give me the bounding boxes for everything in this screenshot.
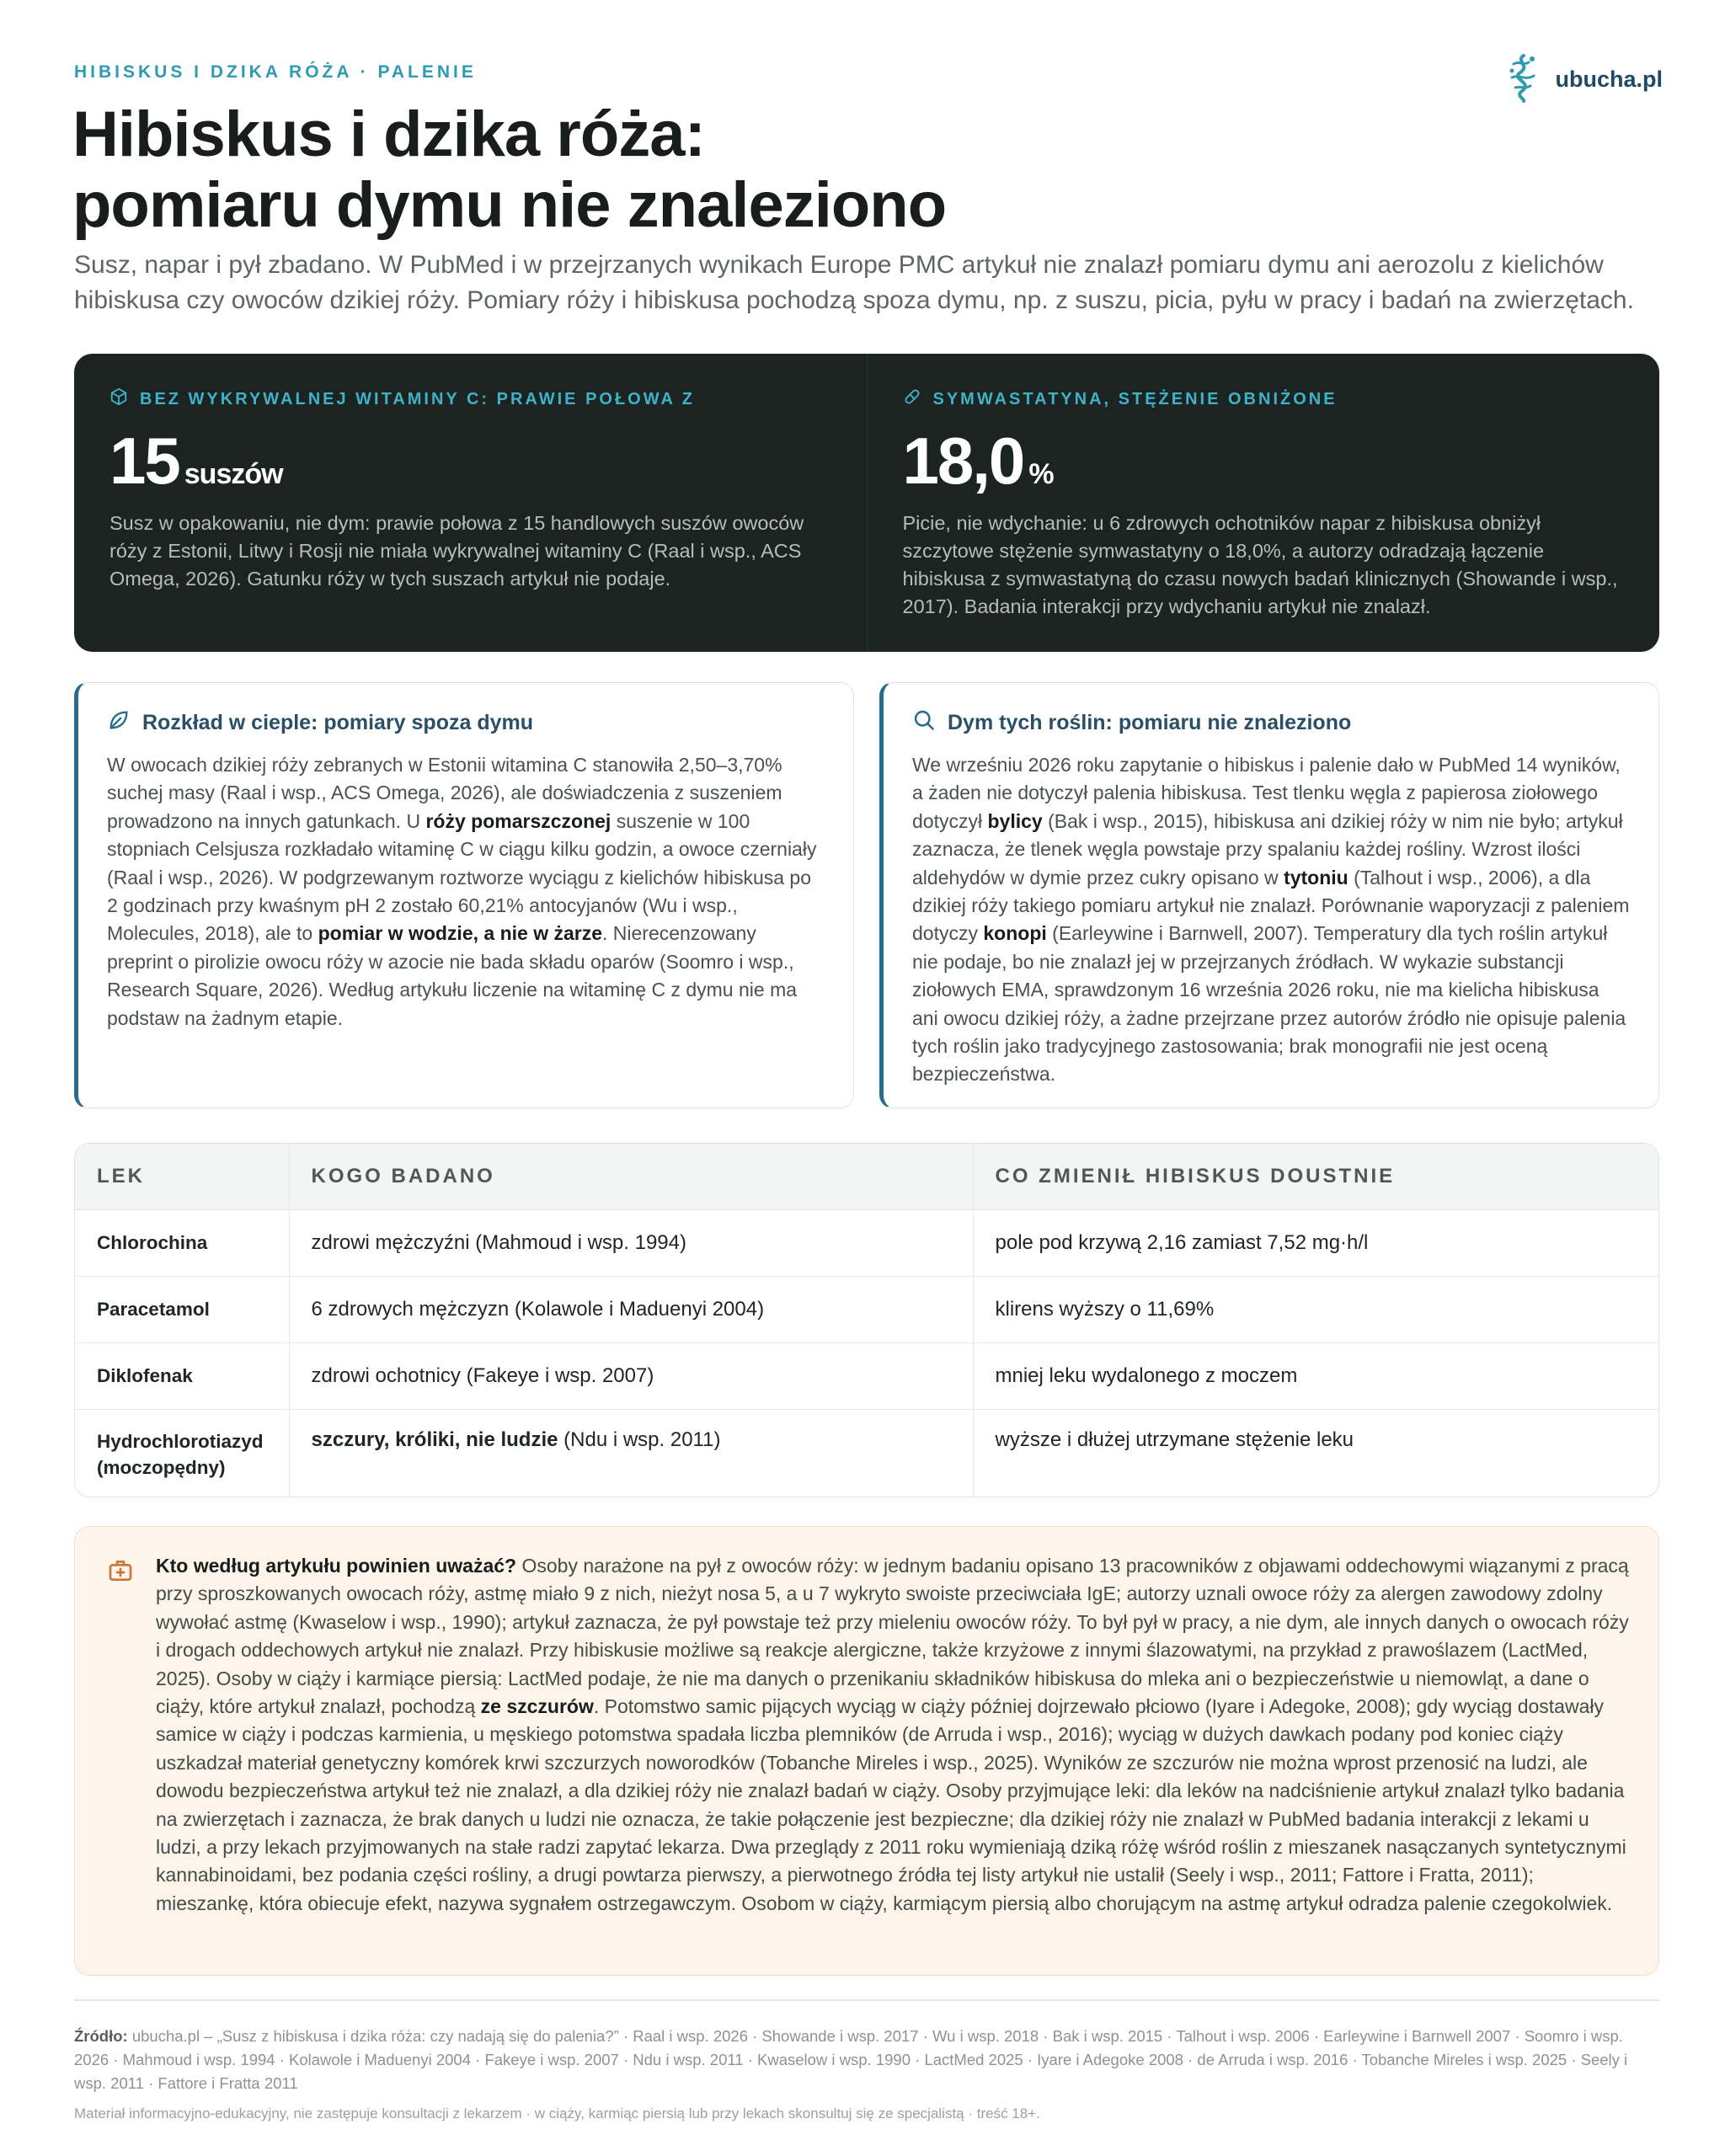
leaf-icon xyxy=(107,708,131,738)
footer-divider xyxy=(74,1999,1659,2001)
card-title: Dym tych roślin: pomiaru nie znaleziono xyxy=(948,711,1352,734)
table-row xyxy=(75,1342,1658,1409)
sources-list: Źródło: ubucha.pl – „Susz z hibiskusa i dzika róża: czy nadają się do palenia?” · Raal i wsp. 2026 · Showande i wsp. 2017 · Wu i wsp. 2018 · Bak i wsp. 2015 · Talhout i wsp. 2006 · Earleywine i Barnwell 2007 · Soomro i wsp. 2026 · Mahmoud i wsp. 1994 · Kolawole i Maduenyi 2004 · Fakeye i wsp. 2007 · Ndu i wsp. 2011 · Kwaselow i wsp. 1990 · LactMed 2025 · Iyare i Adegoke 2008 · de Arruda i wsp. 2016 · Tobanche Mireles i wsp. 2025 · Seely i wsp. 2011 · Fattore i Fratta 2011 xyxy=(74,2027,1628,2092)
card-title: Rozkład w cieple: pomiary spoza dymu xyxy=(142,711,534,734)
kicker: HIBISKUS I DZIKA RÓŻA · PALENIE xyxy=(74,62,477,82)
table-row xyxy=(75,1276,1658,1342)
header-drug: LEK xyxy=(75,1144,289,1209)
stats-panel xyxy=(74,354,1659,652)
first-aid-kit-icon xyxy=(107,1557,134,1588)
table-row xyxy=(75,1209,1658,1276)
card-body: We wrześniu 2026 roku zapytanie o hibiskus i palenie dało w PubMed 14 wyników, a żaden nie dotyczył palenia hibiskusa. Test tlenku węgla z papierosa ziołowego dotyczył bylicy (Bak i wsp., 2015), hibiskusa ani dzikiej róży w nim nie było; artykuł zaznacza, że tlenek węgla powstaje przy spalaniu każdej rośliny. Wzrost ilości aldehydów w dymie przez cukry opisano w tytoniu (Talhout i wsp., 2006), a dla dzikiej róży takiego pomiaru artykuł nie znalazł. Porównanie waporyzacji z paleniem dotyczy konopi (Earleywine i Barnwell, 2007). Temperatury dla tych roślin artykuł nie podaje, bo nie znalazł jej w przejrzanych źródłach. W wykazie substancji ziołowych EMA, sprawdzonym 16 września 2026 roku, nie ma kielicha hibiskusa ani owocu dzikiej róży, a żadne przejrzane przez autorów źródło nie opisuje palenia tych roślin jako tradycyjnego zastosowania; brak monografii nie jest oceną bezpieczeństwa. xyxy=(912,754,1630,1086)
interactions-table xyxy=(74,1143,1659,1497)
title-line-2: pomiaru dymu nie znaleziono xyxy=(72,169,947,241)
cube-icon xyxy=(109,387,128,411)
cell-studied: 6 zdrowych mężczyzn (Kolawole i Maduenyi 2004) xyxy=(289,1276,973,1342)
cell-drug: Hydrochlorotiazyd (moczopędny) xyxy=(75,1409,289,1497)
title-line-1: Hibiskus i dzika róża: xyxy=(72,99,705,170)
cell-effect: mniej leku wydalonego z moczem xyxy=(973,1342,1658,1409)
warning-box xyxy=(74,1526,1659,1976)
warning-text: Kto według artykułu powinien uważać? Osoby narażone na pył z owoców róży: w jednym badaniu opisano 13 pracowników z objawami oddechowymi wiązanymi z pracą przy sproszkowanych owocach róży, astmę miało 9 z nich, nieżyt nosa 5, a u 7 wykryto swoiste przeciwciała IgE; autorzy uznali owoce róży za alergen zawodowy zdolny wywołać astmę (Kwaselow i wsp., 1990); artykuł zaznacza, że pył powstaje też przy mieleniu owoców róży. To był pył w pracy, a nie dym, ale innych danych o owocach róży i drogach oddechowych artykuł nie znalazł. Przy hibiskusie możliwe są reakcje alergiczne, także krzyżowe z innymi ślazowatymi, na przykład z prawoślazem (LactMed, 2025). Osoby w ciąży i karmiące piersią: LactMed podaje, że nie ma danych o przenikaniu składników hibiskusa do mleka ani o bezpieczeństwie u niemowląt, a dane o ciąży, które artykuł znalazł, pochodzą ze szczurów. Potomstwo samic pijących wyciąg w ciąży później dojrzewało płciowo (Iyare i Adegoke, 2008); gdy wyciąg dostawały samice w ciąży i podczas karmienia, u męskiego potomstwa spadała liczba plemników (de Arruda i wsp., 2016); wyciąg w dużych dawkach podany pod koniec ciąży uszkadzał materiał genetyczny komórek krwi szczurzych noworodków (Tobanche Mireles i wsp., 2025). Wyników ze szczurów nie można wprost przenosić na ludzi, ale dowodu bezpieczeństwa artykuł też nie znalazł, a dla dzikiej róży nie znalazł badań w ciąży. Osoby przyjmujące leki: dla leków na nadciśnienie artykuł znalazł tylko badania na zwierzętach i zaznacza, że brak danych u ludzi nie oznacza, że takie połączenie jest bezpieczne; dla dzikiej róży nie znalazł w PubMed badania interakcji z lekami u ludzi, a przy lekach przyjmowanych na stałe radzi zapytać lekarza. Dwa przeglądy z 2011 roku wymieniają dziką różę wśród roślin z mieszanek nasączanych syntetycznymi kannabinoidami, bez podania części rośliny, a drugi powtarza pierwszy, a pierwotnego źródła tej listy artykuł nie ustalił (Seely i wsp., 2011; Fattore i Fratta, 2011); mieszankę, która obiecuje efekt, nazywa sygnałem ostrzegawczym. Osobom w ciąży, karmiącym piersią albo chorującym na astmę artykuł odradza palenie czegokolwiek. xyxy=(156,1555,1629,1914)
table-row xyxy=(75,1409,1658,1497)
stat-label: SYMWASTATYNA, STĘŻENIE OBNIŻONE xyxy=(932,389,1338,408)
stat-number: 18,0 xyxy=(902,424,1024,498)
stat-dried-samples xyxy=(74,354,867,652)
cell-effect: wyższe i dłużej utrzymane stężenie leku xyxy=(973,1409,1658,1497)
stat-simvastatin xyxy=(867,354,1660,652)
stat-description: Picie, nie wdychanie: u 6 zdrowych ochotników napar z hibiskusa obniżył szczytowe stężenie symwastatyny o 18,0%, a autorzy odradzają łączenie hibiskusa z symwastatyną do czasu nowych badań klinicznych (Showande i wsp., 2017). Badania interakcji przy wdychaniu artykuł nie znalazł. xyxy=(902,512,1618,617)
cell-effect: klirens wyższy o 11,69% xyxy=(973,1276,1658,1342)
card-heat-decomposition xyxy=(74,682,854,1108)
cell-studied: szczury, króliki, nie ludzie (Ndu i wsp. 2011) xyxy=(289,1409,973,1497)
lead-paragraph: Susz, napar i pył zbadano. W PubMed i w przejrzanych wynikach Europe PMC artykuł nie znalazł pomiaru dymu ani aerozolu z kielichów hibiskusa czy owoców dzikiej róży. Pomiary róży i hibiskusa pochodzą spoza dymu, np. z suszu, picia, pyłu w pracy i badań na zwierzętach. xyxy=(74,251,1634,314)
stat-label: BEZ WYKRYWALNEJ WITAMINY C: PRAWIE POŁOWA Z xyxy=(140,389,695,408)
cell-effect: pole pod krzywą 2,16 zamiast 7,52 mg·h/l xyxy=(973,1209,1658,1276)
card-body: W owocach dzikiej róży zebranych w Estonii witamina C stanowiła 2,50–3,70% suchej masy (Raal i wsp., ACS Omega, 2026), ale doświadczenia z suszeniem prowadzono na innych gatunkach. U róży pomarszczonej suszenie w 100 stopniach Celsjusza rozkładało witaminę C w ciągu kilku godzin, a owoce czerniały (Raal i wsp., 2026). W podgrzewanym roztworze wyciągu z kielichów hibiskusa po 2 godzinach przy kwaśnym pH 2 zostało 60,21% antocyjanów (Wu i wsp., Molecules, 2018), ale to pomiar w wodzie, a nie w żarze. Nierecenzowany preprint o pirolizie owocu róży w azocie nie bada składu oparów (Soomro i wsp., Research Square, 2026). Według artykułu liczenie na witaminę C z dymu nie ma podstaw na żadnym etapie. xyxy=(107,754,817,1029)
stat-unit: suszów xyxy=(184,458,283,490)
logo-text: ubucha.pl xyxy=(1555,67,1663,92)
table-header-row xyxy=(75,1144,1658,1209)
stat-description: Susz w opakowaniu, nie dym: prawie połowa z 15 handlowych suszów owoców róży z Estonii, Litwy i Rosji nie miała wykrywalnej witaminy C (Raal i wsp., ACS Omega, 2026). Gatunku róży w tych suszach artykuł nie podaje. xyxy=(109,512,804,590)
cell-drug: Chlorochina xyxy=(75,1209,289,1276)
cell-studied: zdrowi mężczyźni (Mahmoud i wsp. 1994) xyxy=(289,1209,973,1276)
cell-drug: Paracetamol xyxy=(75,1276,289,1342)
cell-drug: Diklofenak xyxy=(75,1342,289,1409)
stat-number: 15 xyxy=(109,424,179,498)
disclaimer: Materiał informacyjno-edukacyjny, nie zastępuje konsultacji z lekarzem · w ciąży, karmiąc piersią lub przy lekach skonsultuj się ze specjalistą · treść 18+. xyxy=(74,2105,1040,2121)
header-effect: CO ZMIENIŁ HIBISKUS DOUSTNIE xyxy=(973,1144,1658,1209)
cell-studied: zdrowi ochotnicy (Fakeye i wsp. 2007) xyxy=(289,1342,973,1409)
stat-unit: % xyxy=(1028,458,1054,490)
pill-icon xyxy=(903,387,921,411)
search-icon xyxy=(912,708,936,738)
page-title xyxy=(72,99,1589,241)
card-smoke-measurement xyxy=(879,682,1659,1108)
header-studied: KOGO BADANO xyxy=(289,1144,973,1209)
